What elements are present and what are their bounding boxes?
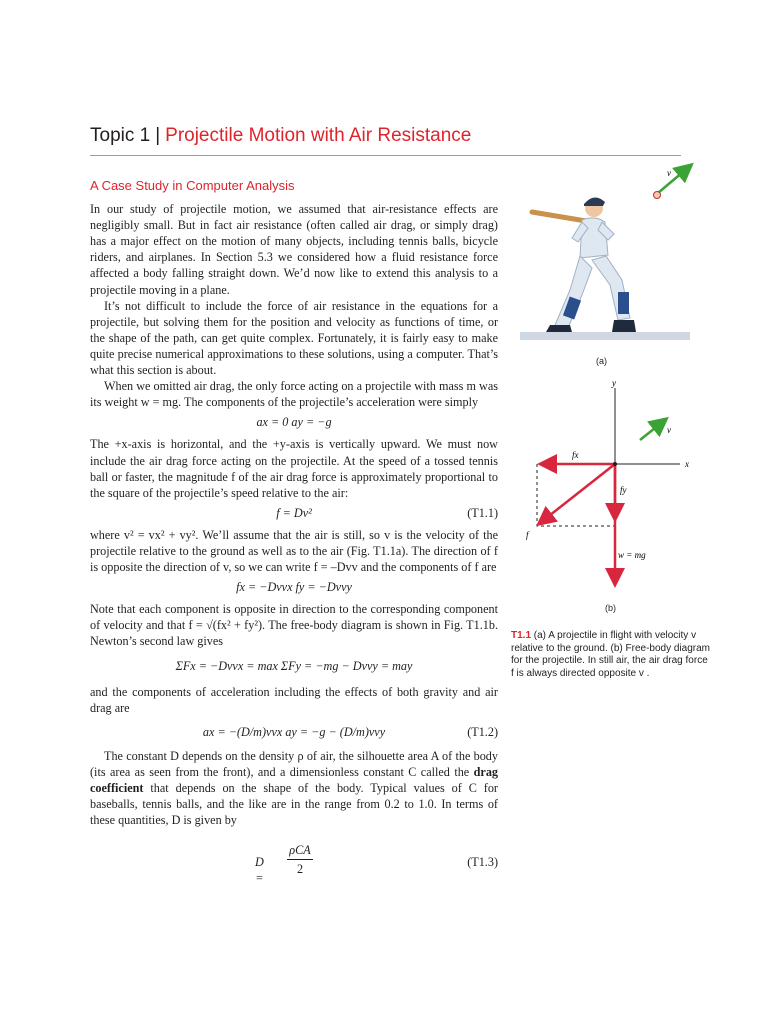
y-axis-label: y xyxy=(612,378,616,388)
velocity-label: v xyxy=(667,168,671,178)
paragraph-3: When we omitted air drag, the only force acting on a projectile with mass m was its weight w = mg. The components of the projectile’s acceleration were simply xyxy=(90,379,498,410)
figure-b-label: (b) xyxy=(605,603,616,613)
caption-label: T1.1 xyxy=(511,630,532,641)
velocity-arrow xyxy=(658,166,690,193)
paragraph-7: and the components of acceleration including the effects of both gravity and air drag are xyxy=(90,684,498,715)
equation-accel-simple: ax = 0 ay = −g xyxy=(256,415,332,430)
topic-number: Topic 1 xyxy=(90,125,151,146)
paragraph-8: The constant D depends on the density ρ of air, the silhouette area A of the body (its area as seen from the front), and a dimensionless constant C called the drag coefficient that depends on the shape of the body. Typical values of C for baseballs, tennis balls, and the like are in the range from 0.2 to 1.0. In terms of these quantities, D is given by xyxy=(90,748,499,828)
equation-number-t1-2: (T1.2) xyxy=(467,724,498,739)
paragraph-2: It’s not difficult to include the force of air resistance in the equations for a projectile, but solving them for the position and velocity as functions of time, or the shape of the path, can get quite complex. Fortunately, it is fairly easy to make quite precise numerical approximations to these solutions, using a computer. That’s what this section is about. xyxy=(90,298,498,378)
equation-newton: ΣFx = −Dvvx = max ΣFy = −mg − Dvvy = may xyxy=(175,658,413,673)
header-separator: | xyxy=(155,125,161,146)
figure-b-free-body-diagram xyxy=(510,378,700,608)
equation-number-t1-1: (T1.1) xyxy=(467,505,498,520)
equation-t1-3: D = ρCA 2 (T1.3) xyxy=(255,843,498,886)
paragraph-4: The +x-axis is horizontal, and the +y-axis is vertically upward. We must now include the air drag force acting on the projectile. At the speed of a tossed tennis ball or faster, the magnitude f of the air drag force is approximately proportional to the square of the projectile’s speed relative to the air: xyxy=(90,437,498,500)
velocity-arrow-b xyxy=(640,420,665,440)
paragraph-6: Note that each component is opposite in direction to the corresponding component of velocity and that f = √(fx² + fy²). The free-body diagram is shown in Fig. T1.1b. Newton’s second law gives xyxy=(90,602,498,649)
ground xyxy=(520,332,690,340)
drag-force-arrow xyxy=(540,464,615,523)
topic-title: Projectile Motion with Air Resistance xyxy=(165,125,472,146)
projectile-point xyxy=(613,462,617,466)
velocity-label-b: v xyxy=(667,425,671,435)
equation-t1-2: ax = −(D/m)vvx ay = −g − (D/m)vvy (T1.2) xyxy=(202,724,498,739)
weight-label: w = mg xyxy=(618,550,646,560)
equation-drag-components: fx = −Dvvx fy = −Dvvy xyxy=(236,580,352,595)
figure-a-label: (a) xyxy=(596,356,607,366)
fy-label: fy xyxy=(620,485,627,495)
paragraph-5: where v² = vx² + vy². We’ll assume that the air is still, so v is the velocity of the projectile relative to the ground as well as to the air (Fig. T1.1a). The direction of f is opposite the direction of v, so we can write f = –Dvv and the components of f are xyxy=(90,527,498,575)
header-rule xyxy=(90,155,681,156)
ball xyxy=(654,192,661,199)
main-text-column xyxy=(90,178,498,888)
caption-text: (a) A projectile in flight with velocity v relative to the ground. (b) Free-body diagram for the projectile. In still air, the air drag force f is always directed opposite v . xyxy=(511,630,710,679)
equation-t1-1: f = Dv² (T1.1) xyxy=(276,505,498,520)
figure-caption xyxy=(511,630,711,680)
x-axis-label: x xyxy=(685,459,689,469)
term-drag-coefficient: drag coefficient xyxy=(90,765,499,796)
topic-header xyxy=(90,125,471,147)
equation-number-t1-3: (T1.3) xyxy=(467,855,498,870)
figure-a-baseball-player xyxy=(510,160,700,370)
section-title: A Case Study in Computer Analysis xyxy=(90,178,295,193)
drag-force-label: f xyxy=(526,530,529,540)
paragraph-1: In our study of projectile motion, we assumed that air-resistance effects are negligibly small. But in fact air resistance (often called air drag, or simply drag) has a major effect on the motion of many objects, including tennis balls, bicycle riders, and airplanes. In Section 5.3 we considered how a fluid resistance force affected a body falling straight down. We’d now like to extend this analysis to a projectile moving in a plane. xyxy=(90,202,498,297)
fx-label: fx xyxy=(572,450,579,460)
